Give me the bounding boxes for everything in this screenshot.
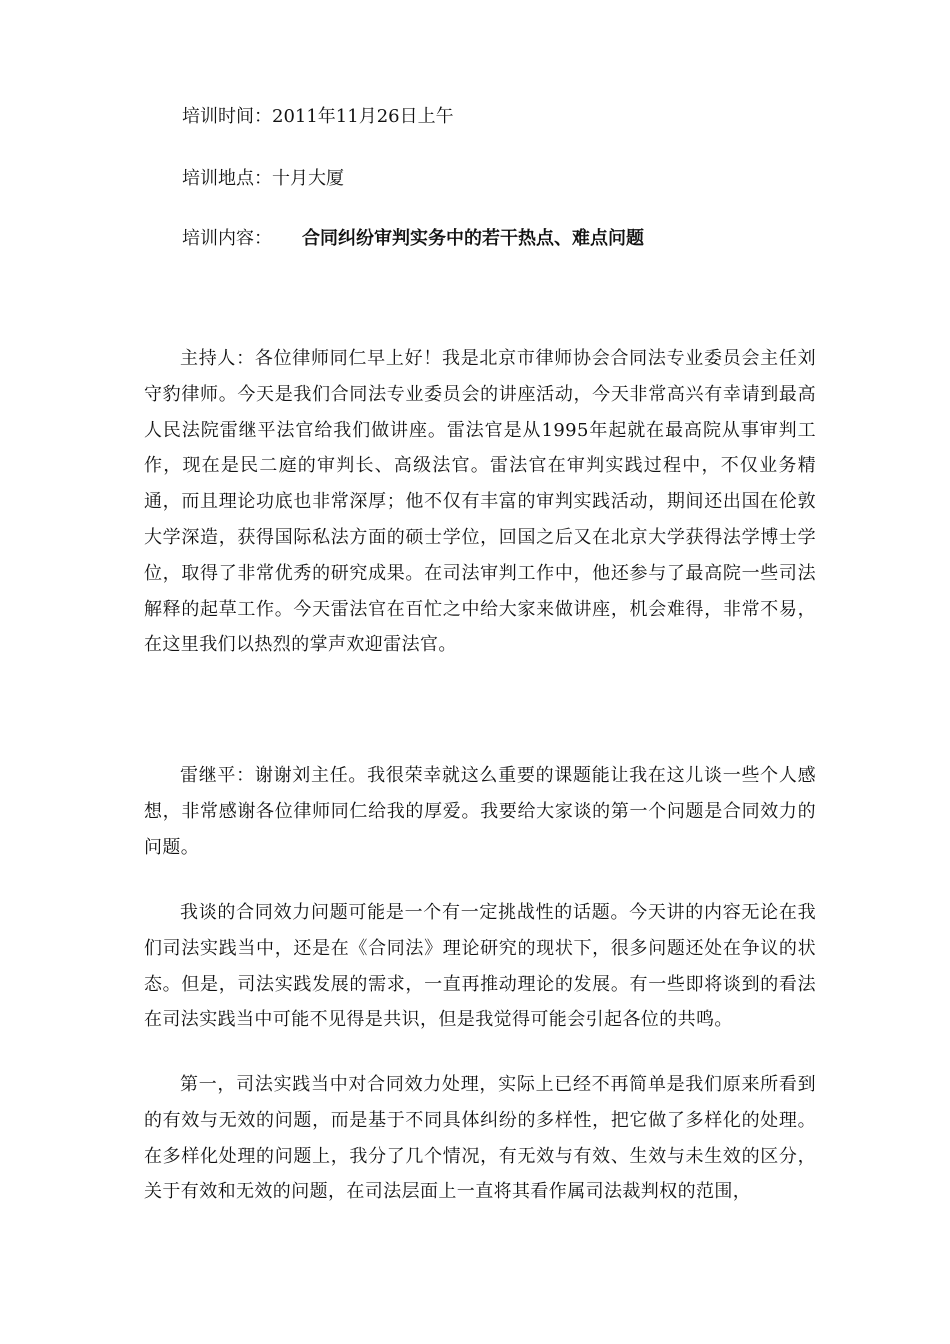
- training-content-label: 培训内容：: [182, 228, 272, 249]
- training-time-line: [182, 105, 454, 129]
- training-place-line: [182, 167, 344, 191]
- speaker-thanks-paragraph: 雷继平：谢谢刘主任。我很荣幸就这么重要的课题能让我在这儿谈一些个人感想，非常感谢各位律师同仁给我的厚爱。我要给大家谈的第一个问题是合同效力的问题。: [144, 765, 816, 858]
- training-time-label: 培训时间：: [182, 106, 272, 127]
- training-content-line: [182, 227, 644, 251]
- training-time-value: 2011年11月26日上午: [272, 106, 454, 127]
- training-place-label: 培训地点：: [182, 168, 272, 189]
- training-place-value: 十月大厦: [272, 168, 344, 189]
- training-content-title: 合同纠纷审判实务中的若干热点、难点问题: [302, 228, 644, 249]
- first-point-paragraph: 第一，司法实践当中对合同效力处理，实际上已经不再简单是我们原来所看到的有效与无效的问题，而是基于不同具体纠纷的多样性，把它做了多样化的处理。在多样化处理的问题上，我分了几个情况，有无效与有效、生效与未生效的区分，关于有效和无效的问题，在司法层面上一直将其看作属司法裁判权的范围，: [144, 1074, 816, 1203]
- host-opening-paragraph: 主持人：各位律师同仁早上好！我是北京市律师协会合同法专业委员会主任刘守豹律师。今天是我们合同法专业委员会的讲座活动，今天非常高兴有幸请到最高人民法院雷继平法官给我们做讲座。雷法官是从1995年起就在最高院从事审判工作，现在是民二庭的审判长、高级法官。雷法官在审判实践过程中，不仅业务精通，而且理论功底也非常深厚；他不仅有丰富的审判实践活动，期间还出国在伦敦大学深造，获得国际私法方面的硕士学位，回国之后又在北京大学获得法学博士学位，取得了非常优秀的研究成果。在司法审判工作中，他还参与了最高院一些司法解释的起草工作。今天雷法官在百忙之中给大家来做讲座，机会难得，非常不易，在这里我们以热烈的掌声欢迎雷法官。: [144, 348, 816, 656]
- contract-validity-intro-paragraph: 我谈的合同效力问题可能是一个有一定挑战性的话题。今天讲的内容无论在我们司法实践当中，还是在《合同法》理论研究的现状下，很多问题还处在争议的状态。但是，司法实践发展的需求，一直再推动理论的发展。有一些即将谈到的看法在司法实践当中可能不见得是共识，但是我觉得可能会引起各位的共鸣。: [144, 902, 816, 1031]
